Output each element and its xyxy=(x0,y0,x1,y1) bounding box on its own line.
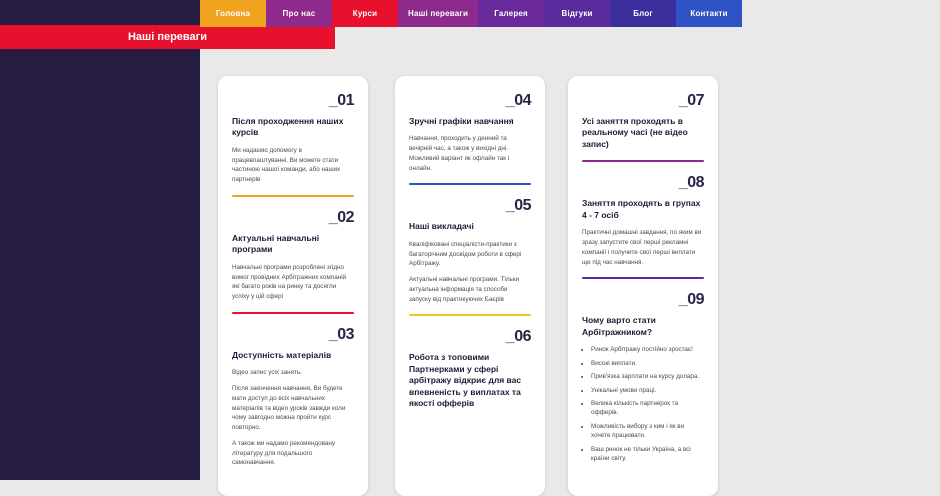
block-paragraph: Практичні домашні завдання, по яким ви зразу запустите свої перші рекламні компанії і получите свої перші виплати ще під час навчання. xyxy=(582,229,702,266)
block-number: _01 xyxy=(328,92,354,109)
nav-item-8[interactable]: Контакти xyxy=(676,0,742,27)
block-paragraph: Навчання, проходить у денний та вечірній час, а також у вихідні дні. Можливий варіант як офлайн так і онлайн. xyxy=(409,135,510,172)
list-item: • Високі виплати. xyxy=(591,359,704,368)
block-title: Після проходження наших курсів xyxy=(232,116,344,138)
list-item: • Прив'язка зарплати на курсу долара. xyxy=(591,372,704,381)
page-title: Наші переваги xyxy=(127,31,208,43)
list-item: • Велика кількість партнерок та офферів. xyxy=(591,399,704,418)
block-number: _09 xyxy=(678,291,704,309)
block-divider xyxy=(232,195,354,197)
nav-item-4[interactable]: Наші переваги xyxy=(398,0,478,27)
advantages-column-3 xyxy=(568,76,718,496)
nav-item-5[interactable]: Галерея xyxy=(478,0,544,27)
block-paragraph: Відео запис усіх занять. xyxy=(232,369,302,377)
block-number: _07 xyxy=(678,92,704,109)
nav-item-2[interactable]: Про нас xyxy=(266,0,332,27)
block-number: _06 xyxy=(505,328,531,346)
content-area xyxy=(0,49,940,480)
list-item: • Ринок Арбітражу постійно зростає! xyxy=(591,345,704,354)
block-number: _02 xyxy=(328,208,354,226)
nav-item-1[interactable]: Головна xyxy=(200,0,266,27)
block-title: Заняття проходять в групах 4 - 7 осіб xyxy=(582,198,701,220)
block-paragraph: А також ми надамо рекомендовану літературу для подальшого самонавчання. xyxy=(232,439,336,467)
block-number: _04 xyxy=(505,92,531,109)
block-title: Чому варто стати Арбітражником? xyxy=(582,315,656,337)
block-divider xyxy=(409,183,531,185)
block-paragraph: Після закінчення навчання, Ви будете мати доступ до всіх навчальних матеріалів та відео уроків завжди коли чому завгодно можна пройти курс повторно. xyxy=(232,385,346,432)
list-item: • Можливість вибору з ким і як ви хочете працювати. xyxy=(591,422,704,441)
block-title: Усі заняття проходять в реальному часі (не відео запис) xyxy=(582,116,688,149)
main-navigation[interactable] xyxy=(200,0,742,27)
block-divider xyxy=(232,312,354,314)
block-title: Наші викладачі xyxy=(409,221,474,232)
list-item: • Унікальні умови праці. xyxy=(591,386,704,395)
nav-item-3[interactable]: Курси xyxy=(332,0,398,27)
block-number: _08 xyxy=(678,174,704,192)
block-divider xyxy=(409,314,531,316)
nav-item-7[interactable]: Блог xyxy=(610,0,676,27)
block-paragraph: Навчальні програми розроблені згідно вимог провідних Арбітражних компаній які багато років на ринку та досягли успіху у цій сфері xyxy=(232,263,347,301)
block-title: Актуальні навчальні програми xyxy=(232,232,320,255)
advantages-column-2 xyxy=(395,76,545,496)
block-number: _03 xyxy=(328,325,354,343)
block-title: Зручні графіки навчання xyxy=(409,116,514,126)
block-paragraph: Актуальні навчальні програми. Тільки актуальна інформація та способи запуску від практикуючих Баєрів xyxy=(409,276,520,303)
block-title: Робота з топовими Партнерками у сфері арбітражу відкриє для вас впевненість у виплатах та якості офферів xyxy=(409,352,522,409)
block-number: _05 xyxy=(505,197,531,215)
advantages-column-1 xyxy=(218,76,368,496)
block-divider xyxy=(582,277,704,279)
block-paragraph: Кваліфіковані спеціалісти-практики з багаторічним досвідом роботи в сфері Арбітражу. xyxy=(409,240,522,268)
block-bullet-list xyxy=(582,345,704,463)
list-item: • Ваш ринок не тільки Україна, а всі країни світу. xyxy=(591,445,704,464)
block-title: Доступність матеріалів xyxy=(232,349,332,360)
block-divider xyxy=(582,160,704,162)
block-paragraph: Ми надаємо допомогу в працевлаштуванні. Ви можете стати частиною нашої команди, або наших партнерів xyxy=(232,146,341,184)
nav-item-6[interactable]: Відгуки xyxy=(544,0,610,27)
